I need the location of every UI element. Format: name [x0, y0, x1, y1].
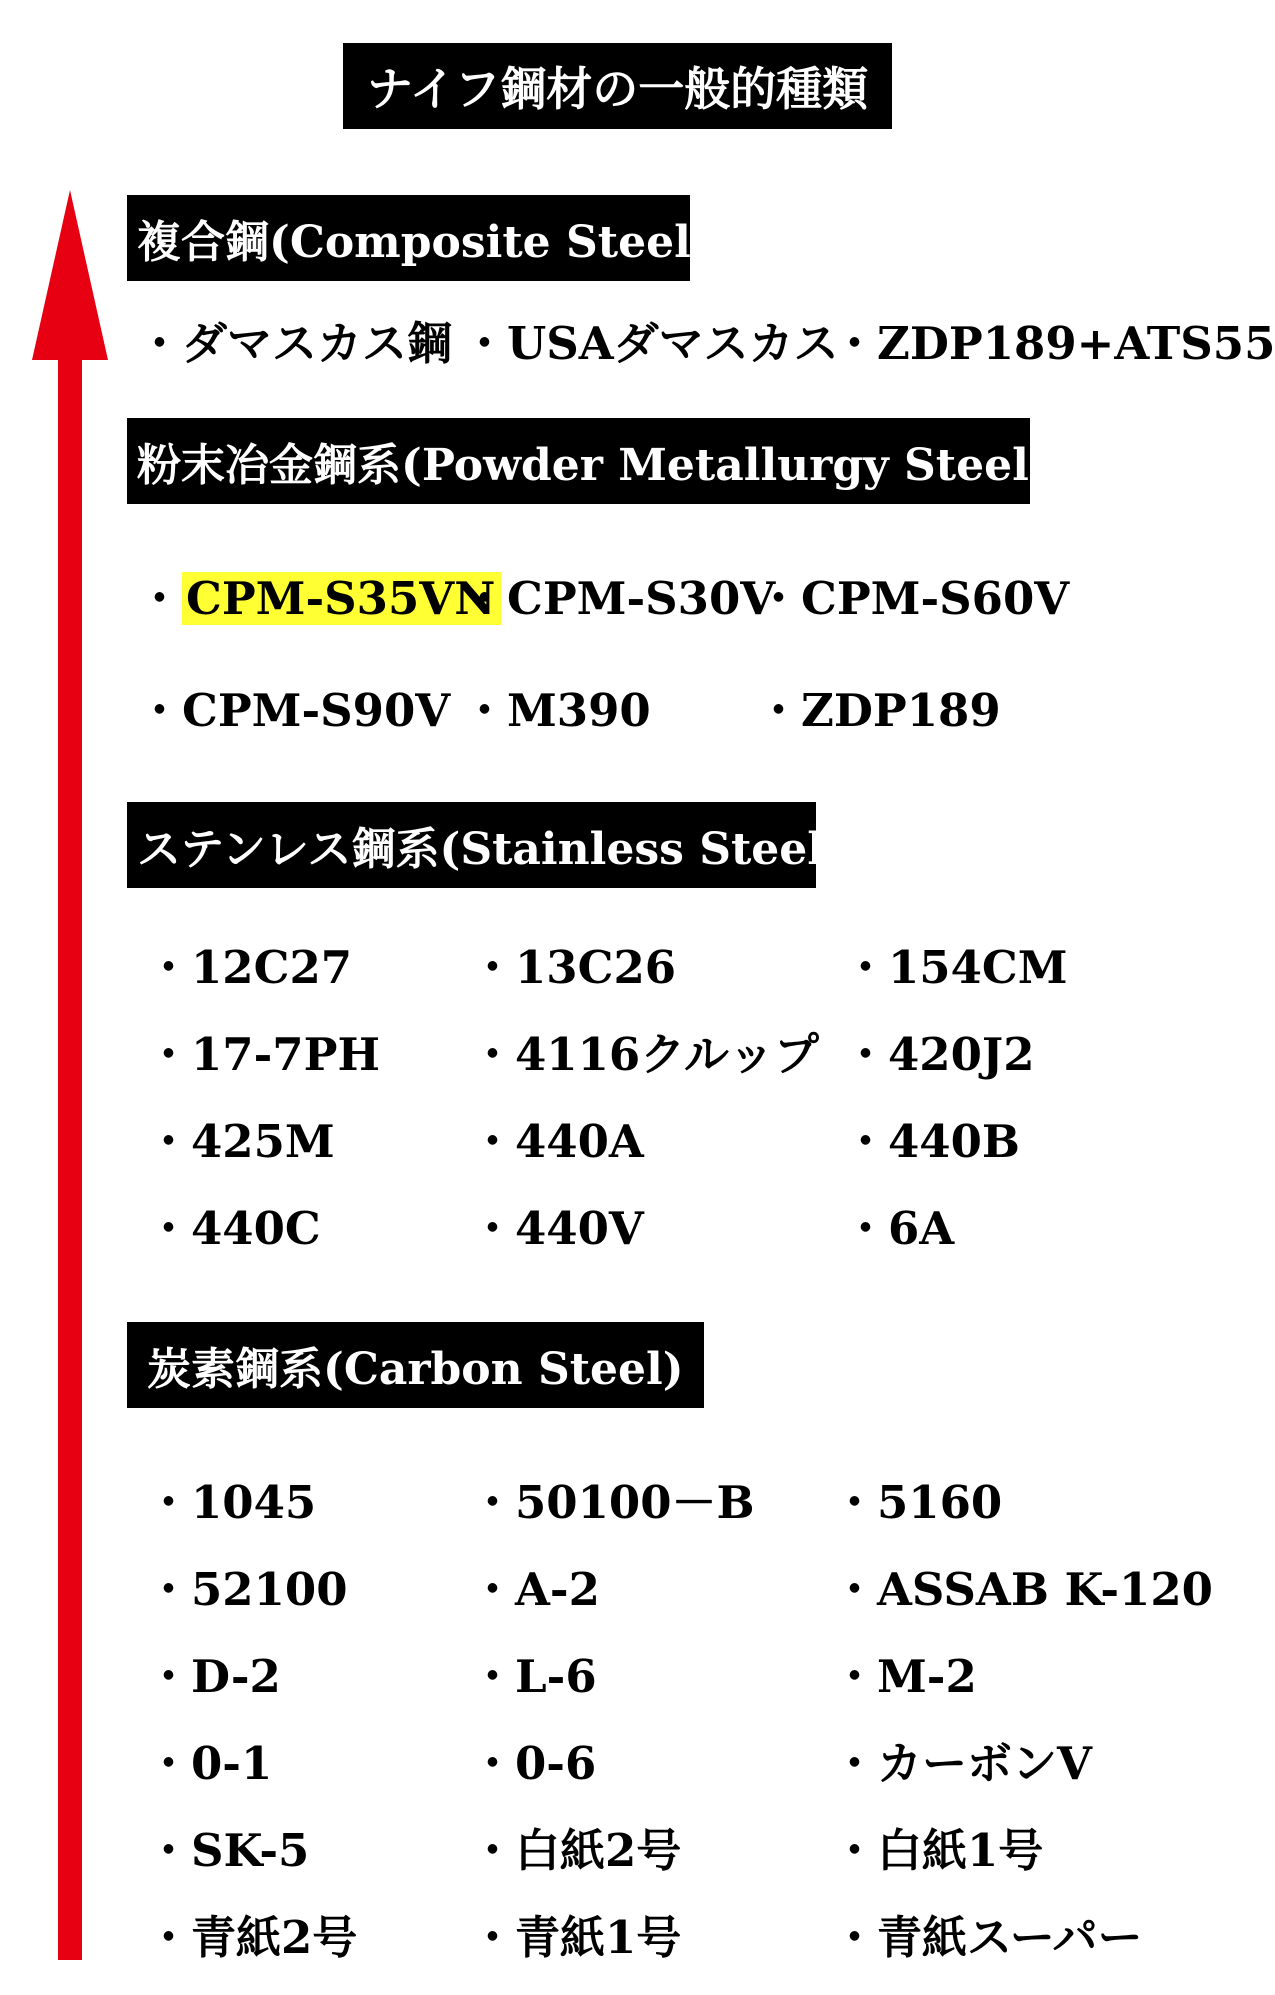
bullet: ・ [137, 572, 183, 625]
list-item: ・440B [843, 1115, 1020, 1168]
list-item: ・青紙2号 [146, 1911, 358, 1964]
list-item: ・CPM-S60V [756, 572, 1070, 625]
list-item: ・13C26 [470, 941, 677, 994]
list-item: ・M-2 [832, 1650, 977, 1703]
list-item: ・0-6 [470, 1737, 597, 1790]
list-item: ・L-6 [470, 1650, 597, 1703]
list-item: ・4116クルップ [470, 1028, 819, 1081]
list-item: ・青紙1号 [470, 1911, 682, 1964]
list-item: ・440V [470, 1202, 644, 1255]
list-item: ・50100－B [470, 1476, 755, 1529]
list-item: ・カーボンV [832, 1737, 1092, 1790]
list-item: ・154CM [843, 941, 1068, 994]
section-header-stainless: ステンレス鋼系(Stainless Steel) [127, 802, 816, 888]
list-item: ・CPM-S90V [137, 684, 451, 737]
list-item: ・12C27 [146, 941, 353, 994]
list-item: ・SK-5 [146, 1824, 310, 1877]
list-item: ・425M [146, 1115, 335, 1168]
list-item: ・6A [843, 1202, 955, 1255]
list-item: ・ダマスカス鋼 [137, 317, 453, 370]
upward-arrow-icon [30, 190, 110, 1960]
list-item: ・CPM-S30V [462, 572, 776, 625]
list-item: ・52100 [146, 1563, 348, 1616]
section-header-powder-metallurgy: 粉末冶金鋼系(Powder Metallurgy Steel) [127, 418, 1030, 504]
highlighted-item: CPM-S35VN [182, 572, 501, 625]
list-item: ・440A [470, 1115, 644, 1168]
list-item: ・420J2 [843, 1028, 1035, 1081]
list-item: ・17-7PH [146, 1028, 380, 1081]
list-item: ・USAダマスカス [462, 317, 839, 370]
section-header-carbon: 炭素鋼系(Carbon Steel) [127, 1322, 704, 1408]
list-item: ・白紙1号 [832, 1824, 1044, 1877]
list-item: ・白紙2号 [470, 1824, 682, 1877]
list-item: ・D-2 [146, 1650, 281, 1703]
list-item: ・1045 [146, 1476, 317, 1529]
list-item: ・ZDP189+ATS55 [832, 317, 1275, 370]
list-item: ・青紙スーパー [832, 1911, 1143, 1964]
list-item: ・ASSAB K-120 [832, 1563, 1213, 1616]
list-item: ・A-2 [470, 1563, 600, 1616]
list-item-highlighted [137, 571, 501, 627]
list-item: ・5160 [832, 1476, 1003, 1529]
section-header-composite: 複合鋼(Composite Steel) [127, 195, 690, 281]
list-item: ・ZDP189 [756, 684, 1001, 737]
page-title: ナイフ鋼材の一般的種類 [343, 43, 892, 129]
list-item: ・0-1 [146, 1737, 273, 1790]
list-item: ・M390 [462, 684, 651, 737]
list-item: ・440C [146, 1202, 321, 1255]
